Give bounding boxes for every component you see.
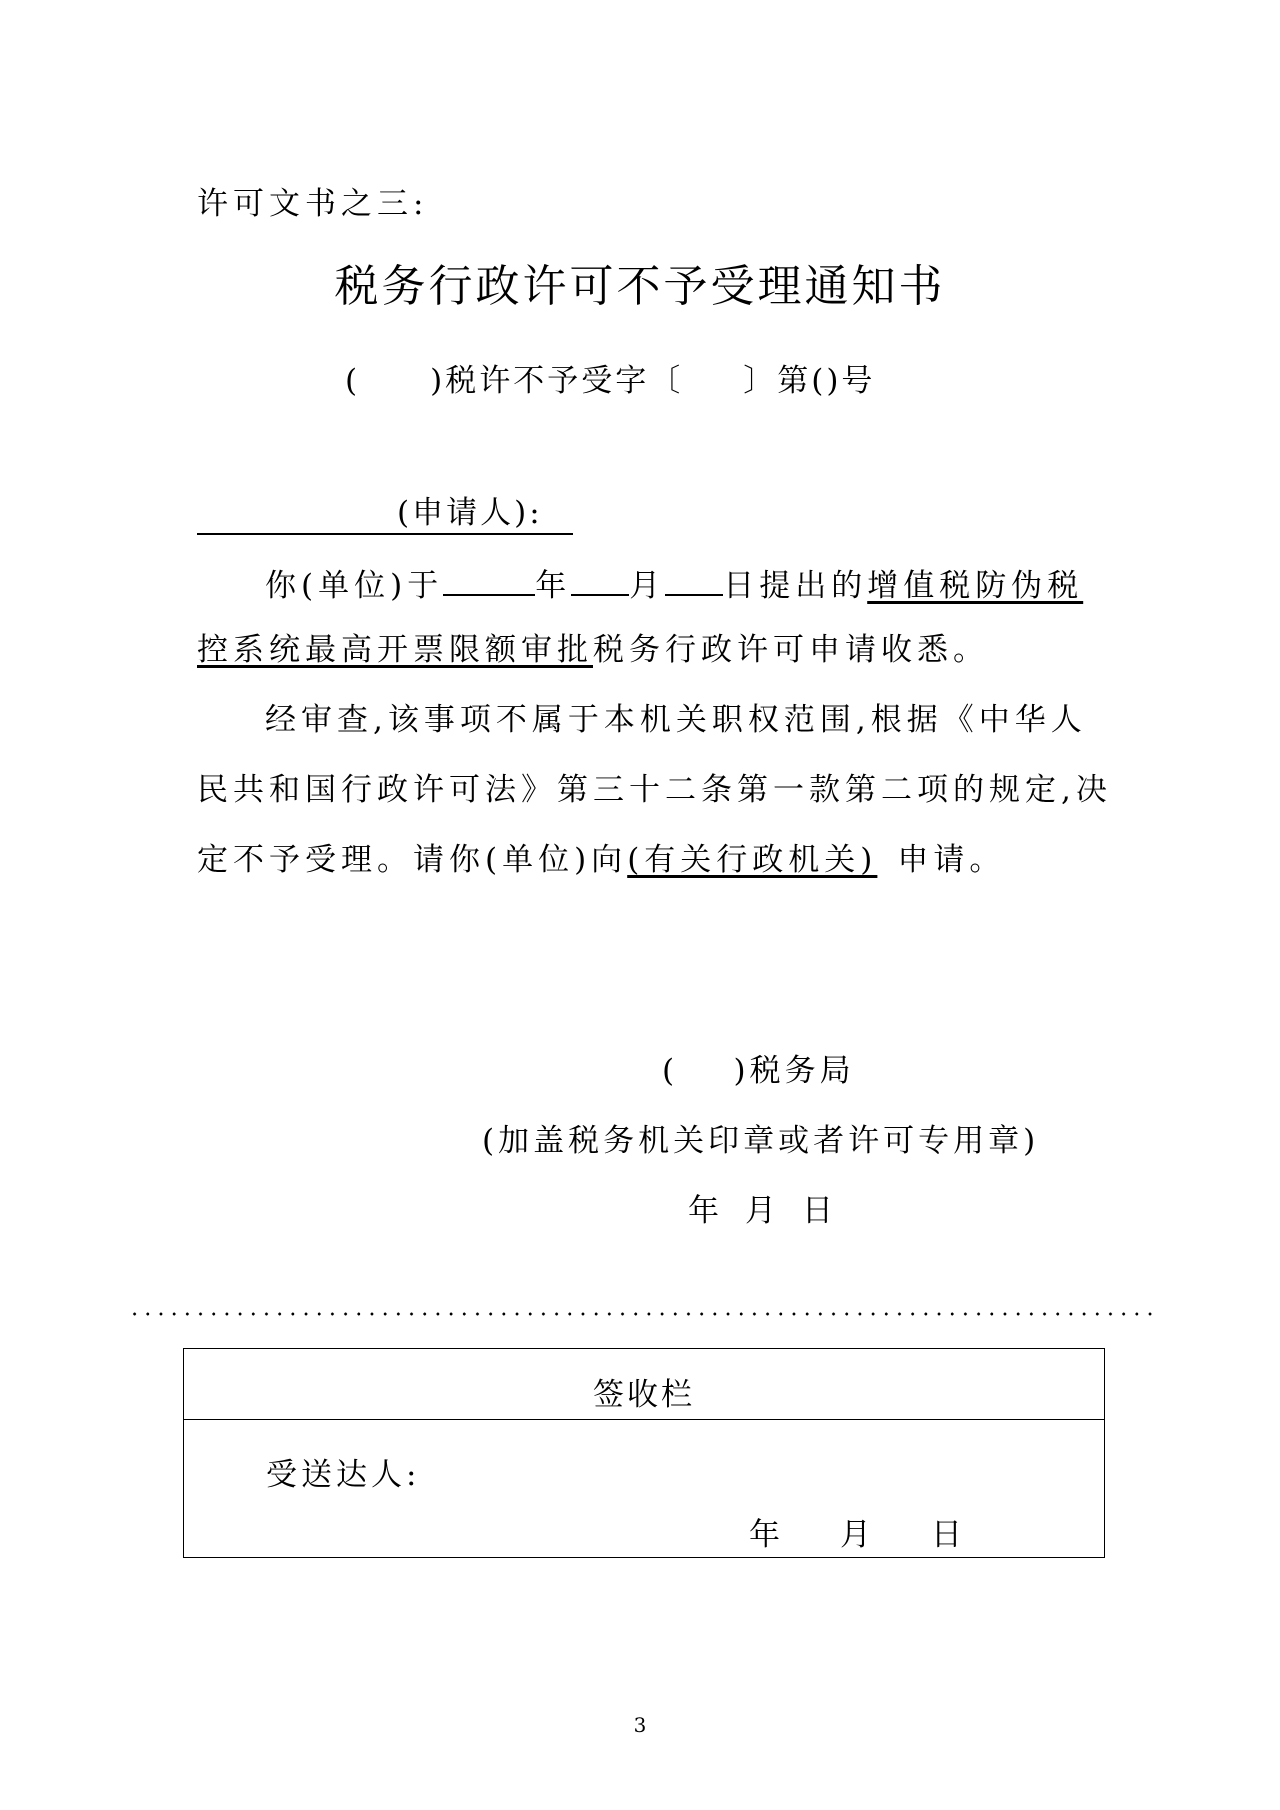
- paragraph-1-line-1: [265, 560, 1083, 606]
- p1-tail: 税务行政许可申请收悉。: [593, 632, 989, 668]
- doc-number-open: (: [345, 363, 361, 399]
- p1-item-line2: 控系统最高开票限额审批: [197, 632, 593, 668]
- issue-month: 月: [745, 1193, 776, 1229]
- p1-year: 年: [535, 568, 572, 604]
- p1-month: 月: [629, 568, 666, 604]
- year-blank: [443, 560, 535, 596]
- p2-agency-fill: (有关行政机关): [627, 842, 878, 878]
- p1-lead: 你(单位)于: [265, 568, 444, 604]
- dotted-separator: [128, 1312, 1158, 1316]
- p2-line3-lead: 定不予受理。请你(单位)向: [197, 842, 628, 878]
- receipt-box: [183, 1348, 1105, 1558]
- receipt-date: [749, 1509, 1022, 1554]
- p1-day: 日提出的: [723, 568, 868, 604]
- receipt-title: 签收栏: [184, 1349, 1104, 1420]
- issue-day: 日: [802, 1193, 833, 1229]
- applicant-label: (申请人):: [397, 495, 543, 531]
- paragraph-2-line-1: 经审查,该事项不属于本机关职权范围,根据《中华人: [265, 702, 1087, 738]
- applicant-field: [197, 493, 573, 535]
- day-blank: [665, 560, 723, 596]
- receipt-day: 日: [931, 1517, 962, 1553]
- issue-date: [688, 1185, 859, 1230]
- p1-item-line1: 增值税防伪税: [867, 568, 1084, 604]
- month-blank: [571, 560, 629, 596]
- page-number: 3: [633, 1713, 647, 1737]
- doc-number-end: )号: [826, 363, 876, 399]
- receipt-month: 月: [840, 1517, 871, 1553]
- receipt-year: 年: [749, 1517, 780, 1553]
- issue-year: 年: [688, 1193, 719, 1229]
- doc-label: 许可文书之三:: [197, 186, 429, 222]
- document-number: [345, 355, 875, 400]
- paragraph-1-line-2: [197, 630, 989, 670]
- p2-line3-tail: 申请。: [897, 842, 1006, 878]
- doc-number-mid2: 〕第(: [743, 363, 827, 399]
- issuing-agency: ( )税务局: [662, 1053, 855, 1089]
- page-title: 税务行政许可不予受理通知书: [334, 261, 946, 312]
- paragraph-2-line-2: 民共和国行政许可法》第三十二条第一款第二项的规定,决: [197, 772, 1112, 808]
- doc-number-mid: )税许不予受字〔: [430, 363, 684, 399]
- seal-note: (加盖税务机关印章或者许可专用章): [482, 1123, 1040, 1159]
- recipient-label: 受送达人:: [266, 1457, 421, 1493]
- paragraph-2-line-3: [197, 840, 1005, 880]
